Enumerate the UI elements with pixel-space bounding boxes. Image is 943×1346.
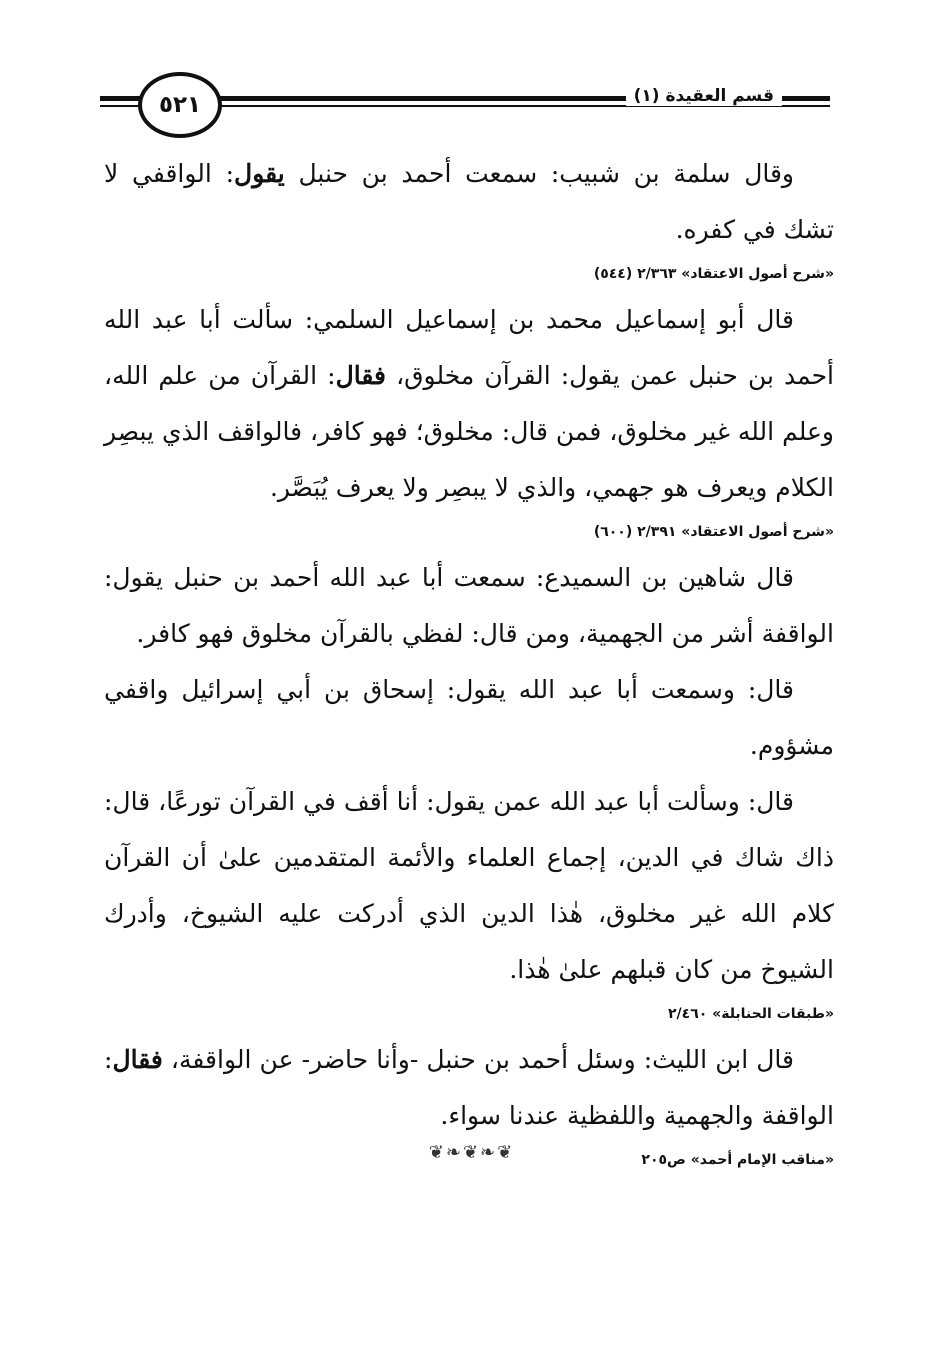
text-run: قال ابن الليث: وسئل أحمد بن حنبل -وأنا حاضر- عن الواقفة،: [162, 1045, 794, 1074]
reference-2: «شرح أصول الاعتقاد» ٢/٣٩١ (٦٠٠): [593, 524, 834, 540]
reference-4: «مناقب الإمام أحمد» ص٢٠٥: [641, 1152, 834, 1168]
page-number: ٥٢١: [138, 72, 222, 138]
section-title: قسم العقيدة (١): [626, 86, 782, 106]
paragraph-shahin: قال شاهين بن السميدع: سمعت أبا عبد الله أحمد بن حنبل يقول: الواقفة أشر من الجهمية، ومن قال: لفظي بالقرآن مخلوق فهو كافر.: [104, 563, 834, 648]
reference-3: «طبقات الحنابلة» ٢/٤٦٠: [667, 1006, 834, 1022]
page-header: [100, 70, 830, 136]
header-rule-left-thick: [100, 96, 140, 101]
text-run: : القرآن من علم الله، وعلم الله غير مخلوق، فمن قال: مخلوق؛ فهو كافر، فالواقف الذي يبصِر الكلام ويعرف هو جهمي، والذي لا يبصِر ولا يعرف يُبَصَّر.: [104, 361, 834, 502]
paragraph-ishaq: قال: وسمعت أبا عبد الله يقول: إسحاق بن أبي إسرائيل واقفي مشؤوم.: [104, 675, 834, 760]
text-run: قال أبو إسماعيل محمد بن إسماعيل السلمي: سألت أبا عبد الله أحمد بن حنبل عمن يقول: القرآن مخلوق،: [104, 305, 834, 390]
paragraph-ibn-al-layth: [104, 1032, 834, 1144]
bold-word: فقال: [335, 361, 386, 390]
header-rule-left-thin: [100, 105, 140, 107]
paragraph-abu-ismail: [104, 292, 834, 516]
reference-1: «شرح أصول الاعتقاد» ٢/٣٦٣ (٥٤٤): [593, 266, 834, 282]
bold-word: فقال: [112, 1045, 163, 1074]
paragraph-tawarru: قال: وسألت أبا عبد الله عمن يقول: أنا أقف في القرآن تورعًا، قال: ذاك شاك في الدين، إجماع العلماء والأئمة المتقدمين علىٰ أن القرآن كلام الله غير مخلوق، هٰذا الدين الذي أدركت عليه الشيوخ، وأدرك الشيوخ من كان قبلهم علىٰ هٰذا.: [104, 787, 834, 984]
bold-word: يقول: [234, 159, 285, 188]
text-run: : الواقفة والجهمية واللفظية عندنا سواء.: [104, 1045, 834, 1130]
ornament-divider: ❦❧❦❧❦: [428, 1142, 515, 1163]
text-run: وقال سلمة بن شبيب: سمعت أحمد بن حنبل: [284, 159, 794, 188]
page-body: [104, 146, 834, 1178]
paragraph-salama: [104, 146, 834, 258]
text-run: : الواقفي لا تشك في كفره.: [104, 159, 834, 244]
